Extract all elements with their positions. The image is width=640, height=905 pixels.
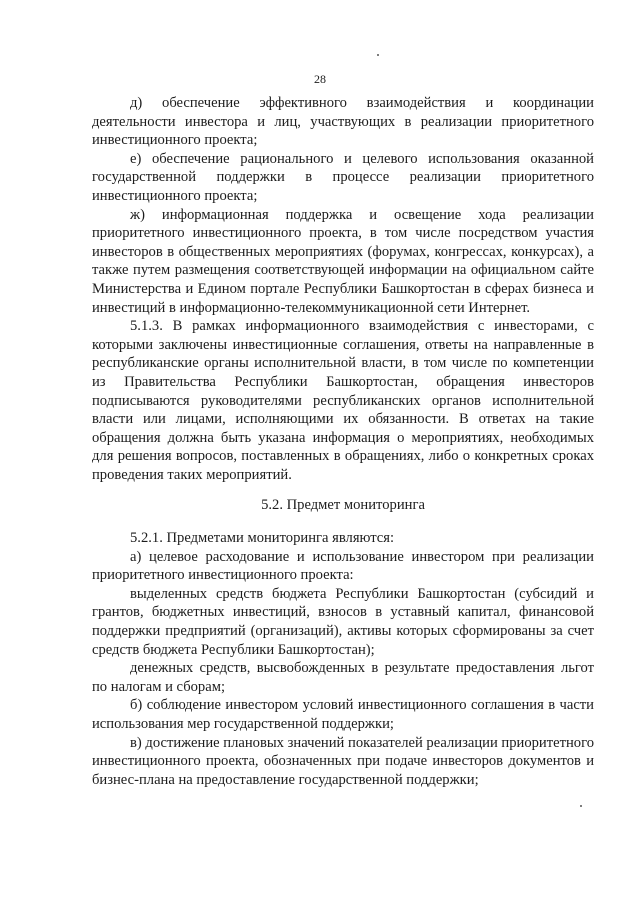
section-heading: 5.2. Предмет мониторинга [261,497,425,514]
paragraph-zh: ж) информационная поддержка и освещение хода реализации приоритетного инвестиционного проекта, в том числе посредством участия инвесторов в общественных мероприятиях (форумах, конгрессах, конкурсах), а также путем размещения соответствующей информации на официальном сайте Министерства и Едином портале Республики Башкортостан в сферах бизнеса и инвестиций в информационно-телекоммуникационной сети Интернет. [92,206,594,316]
paragraph-tax-funds: денежных средств, высвобожденных в результате предоставления льгот по налогам и сборам; [92,660,594,695]
paragraph-v: в) достижение плановых значений показателей реализации приоритетного инвестиционного проекта, обозначенных при подаче инвесторов документов и бизнес-плана на предоставление государственной поддержки; [92,734,594,788]
paragraph-b: б) соблюдение инвестором условий инвестиционного соглашения в части использования мер государственной поддержки; [92,697,594,732]
paragraph-budget-funds: выделенных средств бюджета Республики Башкортостан (субсидий и грантов, бюджетных инвестиций, взносов в уставный капитал, финансовой поддержки предприятий (организаций), активы которых сформированы за счет средств бюджета Республики Башкортостан); [92,585,594,658]
document-body [92,94,594,789]
scan-artifact-dot [580,805,582,807]
paragraph-e: е) обеспечение рационального и целевого использования оказанной государственной поддержки в процессе реализации приоритетного инвестиционного проекта; [92,150,594,204]
paragraph-5-2-1: 5.2.1. Предметами мониторинга являются: [130,530,395,547]
paragraph-5-1-3: 5.1.3. В рамках информационного взаимодействия с инвесторами, с которыми заключены инвестиционные соглашения, ответы на направленные в республиканские органы исполнительной власти, в том числе по компетенции из Правительства Республики Башкортостан, обращения инвесторов подписываются руководителями республиканских органов исполнительной власти или лицами, исполняющими их обязанности. В ответах на такие обращения должна быть указана информация о мероприятиях, необходимых для решения вопросов, поставленных в обращениях, либо о конкретных сроках проведения таких мероприятий. [92,318,594,483]
paragraph-d: д) обеспечение эффективного взаимодействия и координации деятельности инвестора и лиц, участвующих в реализации приоритетного инвестиционного проекта; [92,95,594,149]
paragraph-a: а) целевое расходование и использование инвестором при реализации приоритетного инвестиционного проекта: [92,548,594,584]
page-number: 28 [314,72,326,86]
scan-artifact-dot [377,54,379,56]
